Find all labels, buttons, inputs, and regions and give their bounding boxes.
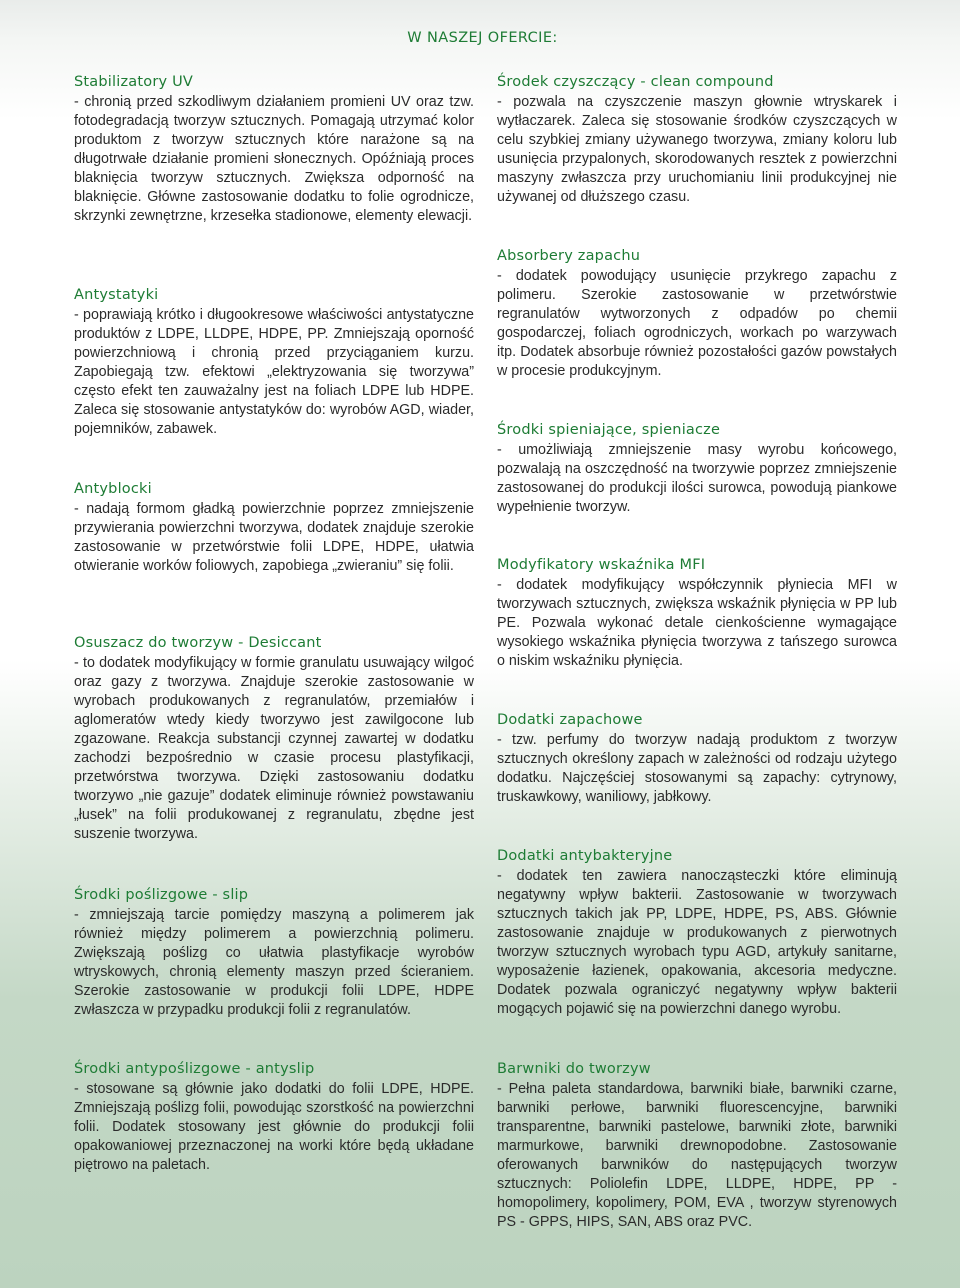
section-heading: Antyblocki bbox=[74, 481, 152, 497]
section-body: - dodatek powodujący usunięcie przykrego zapachu z polimeru. Szerokie zastosowanie w przetwórstwie regranulatów wytworzonych z odpadów po chemii gospodarczej, foliach ogrodniczych, workach po warzywach itp. Dodatek absorbuje również pozostałości gazów powstałych w procesie produkcyjnym. bbox=[497, 268, 897, 379]
section-body: - chronią przed szkodliwym działaniem promieni UV oraz tzw. fotodegradacją tworzyw sztucznych. Pomagają utrzymać kolor produktom z tworzyw sztucznych które narażone są na długotrwałe działanie promieni słonecznych. Opóźniają proces blaknięcia tworzyw sztucznych. Zwiększa odporność na blaknięcie. Główne zastosowanie dodatku to folie ogrodnicze, skrzynki zewnętrzne, krzesełka stadionowe, elementy elewacji. bbox=[74, 94, 474, 224]
section-clean-compound bbox=[497, 73, 897, 207]
section-heading: Osuszacz do tworzyw - Desiccant bbox=[74, 635, 322, 651]
section-body: - stosowane są głównie jako dodatki do folii LDPE, HDPE. Zmniejszają poślizg folii, powodując szorstkość na powierzchni folii. Dodatek stosowany jest głównie do produkcji folii opakowaniowej przeznaczonej na worki które będą układane piętrowo na paletach. bbox=[74, 1081, 474, 1173]
section-body: - pozwala na czyszczenie maszyn głownie wtryskarek i wytłaczarek. Zaleca się stosowanie środków czyszczących w celu szybkiej zmiany używanego tworzywa, zmiany koloru lub usunięcia przypalonych, skorodowanych resztek z powierzchni maszyny zwłaszcza przy uruchomianiu linii produkcyjnej nie używanej od dłuższego czasu. bbox=[497, 94, 897, 205]
section-heading: Absorbery zapachu bbox=[497, 248, 641, 264]
section-heading: Środki spieniające, spieniacze bbox=[497, 422, 721, 438]
section-body: - poprawiają krótko i długookresowe właściwości antystatyczne produktów z LDPE, LLDPE, HDPE, PP. Zmniejszają oporność powierzchniową i chronią przed przyciąganiem kurzu. Zapobiegają tzw. efektowi „elektryzowania się tworzywa” często efekt ten zauważalny jest na foliach LDPE lub HDPE. Zaleca się stosowanie antystatyków do: wyrobów AGD, wiader, pojemników, zabawek. bbox=[74, 307, 474, 437]
section-body: - nadają formom gładką powierzchnie poprzez zmniejszenie przywierania powierzchni tworzywa, dodatek znajduje szerokie zastosowanie w przetwórstwie folii LDPE, HDPE, ułatwia otwieranie worków foliowych, zapobiega „zwieraniu” się folii. bbox=[74, 501, 474, 574]
section-desiccant bbox=[74, 634, 474, 844]
section-heading: Modyfikatory wskaźnika MFI bbox=[497, 557, 706, 573]
section-antislip-agents bbox=[74, 1060, 474, 1175]
section-heading: Dodatki zapachowe bbox=[497, 712, 643, 728]
section-body: - to dodatek modyfikujący w formie granulatu usuwający wilgoć oraz gazy z tworzywa. Znajduje szerokie zastosowanie w wyrobach produkowanych z regranulatów, przemiałów i aglomeratów wtedy kiedy tworzywo jest zawilgocone lub zgazowane. Reakcja substancji czynnej zawartej w dodatku zachodzi bezpośrednio w czasie procesu plastyfikacji, przetwórstwa tworzywa. Dzięki zastosowaniu dodatku tworzywo „nie gazuje” dodatek eliminuje również powstawaniu „łusek” na folii produkowanej z regranulatu, zbędne jest suszenie tworzywa. bbox=[74, 655, 474, 842]
section-colorants bbox=[497, 1060, 897, 1232]
section-mfi-modifiers bbox=[497, 556, 897, 671]
section-odor-absorbers bbox=[497, 247, 897, 381]
section-body: - umożliwiają zmniejszenie masy wyrobu końcowego, pozwalają na oszczędność na tworzywie poprzez zmniejszenie zastosowanej do produkcji ilości surowca, powodują piankowe wypełnienie tworzyw. bbox=[497, 442, 897, 515]
section-antiblocks bbox=[74, 480, 474, 576]
section-body: - dodatek modyfikujący współczynnik płyniecia MFI w tworzywach sztucznych, zwiększa wskaźnik płynięcia w PP lub PE. Pozwala wykonać detale cienkościenne wymagające wysokiego wskaźnika płynięcia tworzywa z tańszego surowca o niskim wskaźniku płynięcia. bbox=[497, 577, 897, 669]
section-heading: Stabilizatory UV bbox=[74, 74, 194, 90]
section-antistatics bbox=[74, 286, 474, 439]
section-heading: Środki antypoślizgowe - antyslip bbox=[74, 1061, 315, 1077]
section-antibacterial-additives bbox=[497, 847, 897, 1019]
section-slip-agents bbox=[74, 886, 474, 1020]
section-body: - tzw. perfumy do tworzyw nadają produktom z tworzyw sztucznych określony zapach w zależności od rodzaju użytego dodatku. Najczęściej stosowanymi są zapachy: cytrynowy, truskawkowy, waniliowy, jabłkowy. bbox=[497, 732, 897, 805]
section-body: - zmniejszają tarcie pomiędzy maszyną a polimerem jak również między polimerem a powierzchnią polimeru. Zwiększają poślizg co ułatwia plastyfikacje wyrobów wtryskowych, chronią elementy maszyn przed ścieraniem. Szerokie zastosowanie w produkcji folii LDPE, HDPE zwłaszcza w przypadku produkcji folii z regranulatów. bbox=[74, 907, 474, 1018]
section-foaming-agents bbox=[497, 421, 897, 517]
section-heading: Barwniki do tworzyw bbox=[497, 1061, 651, 1077]
section-heading: Środek czyszczący - clean compound bbox=[497, 74, 774, 90]
section-heading: Antystatyki bbox=[74, 287, 159, 303]
section-body: - Pełna paleta standardowa, barwniki białe, barwniki czarne, barwniki perłowe, barwniki fluorescencyjne, barwniki transparentne, barwniki pastelowe, barwniki złote, barwniki marmurkowe, barwniki drewnopodobne. Zastosowanie oferowanych barwników do następujących tworzyw sztucznych: Poliolefin LDPE, LLDPE, HDPE, PP - homopolimery, kopolimery, POM, EVA , tworzyw styrenowych PS - GPPS, HIPS, SAN, ABS oraz PVC. bbox=[497, 1081, 897, 1230]
section-heading: Dodatki antybakteryjne bbox=[497, 848, 673, 864]
section-uv-stabilizers bbox=[74, 73, 474, 226]
page-title: W NASZEJ OFERCIE: bbox=[407, 30, 558, 46]
section-heading: Środki poślizgowe - slip bbox=[74, 887, 249, 903]
section-body: - dodatek ten zawiera nanocząsteczki które eliminują negatywny wpływ bakterii. Zastosowanie w tworzywach sztucznych takich jak PP, LDPE, HDPE, PS, ABS. Głównie zastosowanie znajduje w produkowanych z pierwotnych tworzyw sztucznych wyrobach typu AGD, artykuły sanitarne, wyposażenie łazienek, opakowania, akcesoria medyczne. Dodatek pozwala ograniczyć negatywny wpływ bakterii mogących pojawić się na powierzchni danego wyrobu. bbox=[497, 868, 897, 1017]
section-fragrance-additives bbox=[497, 711, 897, 807]
